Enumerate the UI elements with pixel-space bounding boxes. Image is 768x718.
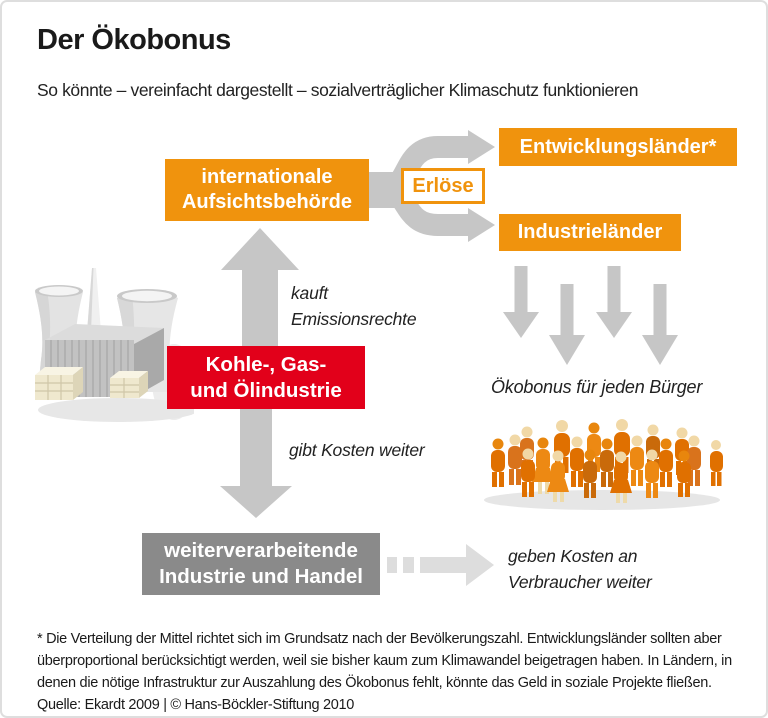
box-label: Industrieländer (517, 221, 663, 243)
down-arrow-icon (218, 409, 294, 519)
dashed-right-arrow-icon (386, 543, 496, 587)
box-erloese (401, 168, 485, 204)
box-label: und Ölindustrie (190, 378, 342, 402)
box-coal-gas-oil-industry (167, 346, 365, 409)
footnote-text: * Die Verteilung der Mittel richtet sich im Grundsatz nach der Bevölkerungszahl. Entwicklungsländer sollten aber überproportional berücksichtigt werden, weil sie bisher kaum zum Klimawandel beigetragen haben. In Ländern, in denen die nötige Infrastruktur zur Auszahlung des Ökobonus fehlt, könnte das Geld in soziale Projekte fließen. (37, 631, 732, 691)
label-oekobonus: Ökobonus für jeden Bürger (491, 377, 703, 397)
crowd-icon (470, 410, 738, 514)
box-label: weiterverarbeitende (164, 539, 358, 562)
box-industrial-countries (499, 214, 681, 251)
box-processing-industry (142, 533, 380, 595)
footnote-source: Quelle: Ekardt 2009 | © Hans-Böckler-Stiftung 2010 (37, 697, 355, 713)
box-label: Erlöse (412, 174, 474, 197)
box-label: Industrie und Handel (159, 565, 363, 588)
page-title: Der Ökobonus (37, 24, 231, 56)
footnote (37, 628, 745, 716)
box-label: Entwicklungsländer* (519, 135, 717, 158)
label-line: Verbraucher weiter (508, 572, 652, 592)
box-label: Kohle-, Gas- (205, 352, 327, 376)
box-label: Aufsichtsbehörde (181, 191, 353, 213)
box-label: internationale (201, 166, 333, 188)
label-line: Emissionsrechte (291, 309, 417, 329)
label-passes-costs: gibt Kosten weiter (289, 440, 425, 460)
label-buys-emission-rights (291, 280, 416, 332)
four-down-arrows-icon (499, 260, 684, 368)
up-arrow-icon (218, 228, 302, 347)
label-line: geben Kosten an (508, 546, 638, 566)
box-international-authority (165, 159, 369, 221)
page-subtitle: So könnte – vereinfacht dargestellt – sozialverträglicher Klimaschutz funktionieren (37, 80, 639, 100)
label-consumer-costs (508, 543, 652, 595)
label-line: kauft (291, 283, 328, 303)
box-developing-countries (499, 128, 737, 166)
